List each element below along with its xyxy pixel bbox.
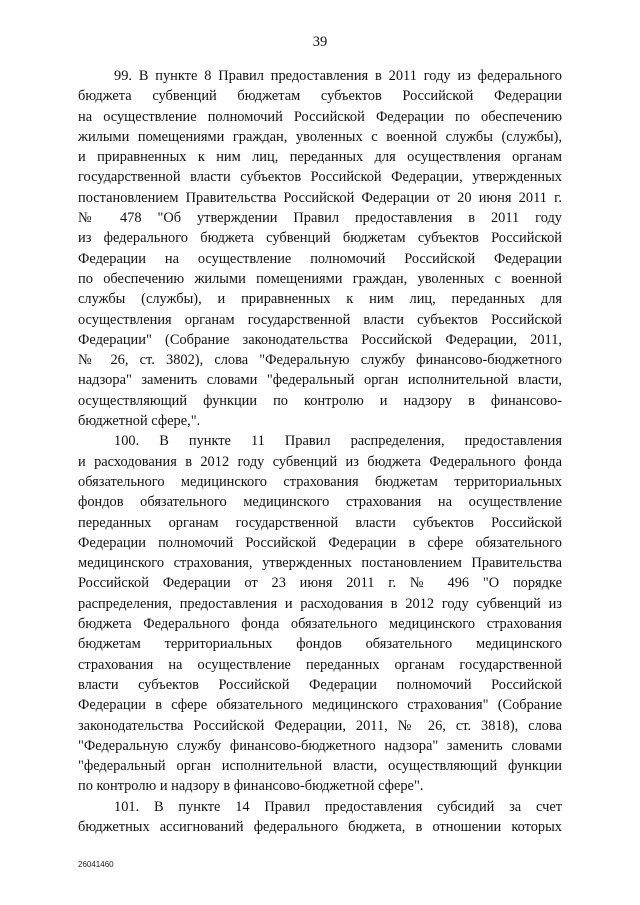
- text-line: бюджета субвенций бюджетам субъектов Российской Федерации: [78, 88, 562, 105]
- text-line: по обеспечению жилыми помещениями граждан, уволенных с военной: [78, 270, 562, 287]
- text-line: медицинского страхования, утвержденных постановлением Правительства: [78, 555, 562, 572]
- text-line: № 478 "Об утверждении Правил предоставления в 2011 году: [78, 210, 562, 227]
- text-line: 100. В пункте 11 Правил распределения, предоставления: [114, 433, 562, 450]
- text-line: на осуществление полномочий Российской Федерации по обеспечению: [78, 108, 562, 125]
- text-line: постановлением Правительства Российской Федерации от 20 июня 2011 г.: [78, 189, 562, 206]
- text-line: законодательства Российской Федерации, 2011, № 26, ст. 3818), слова: [78, 717, 562, 734]
- text-line: Федерации" (Собрание законодательства Российской Федерации, 2011,: [78, 331, 562, 348]
- text-line: "Федеральную службу финансово-бюджетного надзора" заменить словами: [78, 737, 562, 754]
- text-line: бюджетам территориальных фондов обязательного медицинского: [78, 636, 562, 653]
- text-line: и расходования в 2012 году субвенций из бюджета Федерального фонда: [78, 453, 562, 470]
- text-line: осуществляющий функции по контролю и надзору в финансово-: [78, 392, 562, 409]
- text-line: службы (службы), и приравненных к ним лиц, переданных для: [78, 291, 562, 308]
- text-line: страхования на осуществление переданных органам государственной: [78, 656, 562, 673]
- text-line: власти субъектов Российской Федерации полномочий Российской: [78, 676, 562, 693]
- text-line: фондов обязательного медицинского страхования на осуществление: [78, 494, 562, 511]
- text-line: надзора" заменить словами "федеральный орган исполнительной власти,: [78, 372, 562, 389]
- text-line: Федерации в сфере обязательного медицинского страхования" (Собрание: [78, 697, 562, 714]
- text-line: "федеральный орган исполнительной власти, осуществляющий функции: [78, 758, 562, 775]
- text-line: бюджета Федерального фонда обязательного медицинского страхования: [78, 616, 562, 633]
- text-line: 101. В пункте 14 Правил предоставления субсидий за счет: [114, 798, 562, 815]
- text-line: по контролю и надзору в финансово-бюджетной сфере".: [78, 778, 424, 795]
- text-line: 99. В пункте 8 Правил предоставления в 2011 году из федерального: [114, 68, 562, 84]
- text-line: обязательного медицинского страхования бюджетам территориальных: [78, 473, 562, 490]
- text-line: жилыми помещениями граждан, уволенных с военной службы (службы),: [78, 128, 562, 145]
- document-body: [78, 66, 562, 837]
- paragraph-100: [78, 431, 562, 796]
- text-line: бюджетной сфере,".: [78, 413, 201, 430]
- text-line: осуществления органам государственной власти субъектов Российской: [78, 311, 562, 328]
- text-line: переданных органам государственной власти субъектов Российской: [78, 514, 562, 531]
- paragraph-101: [78, 797, 562, 838]
- text-line: № 26, ст. 3802), слова "Федеральную службу финансово-бюджетного: [78, 352, 562, 369]
- text-line: Федерации на осуществление полномочий Российской Федерации: [78, 250, 562, 267]
- text-line: Федерации полномочий Российской Федерации в сфере обязательного: [78, 534, 562, 551]
- document-code: 26041460: [78, 860, 114, 869]
- text-line: государственной власти субъектов Российской Федерации, утвержденных: [78, 169, 562, 186]
- paragraph-99: [78, 66, 562, 431]
- page-number: 39: [312, 34, 328, 50]
- text-line: из федерального бюджета субвенций бюджетам субъектов Российской: [78, 230, 562, 247]
- text-line: и приравненных к ним лиц, переданных для осуществления органам: [78, 149, 562, 166]
- text-line: бюджетных ассигнований федерального бюджета, в отношении которых: [78, 818, 562, 835]
- text-line: Российской Федерации от 23 июня 2011 г. № 496 "О порядке: [78, 575, 562, 592]
- text-line: распределения, предоставления и расходования в 2012 году субвенций из: [78, 595, 562, 612]
